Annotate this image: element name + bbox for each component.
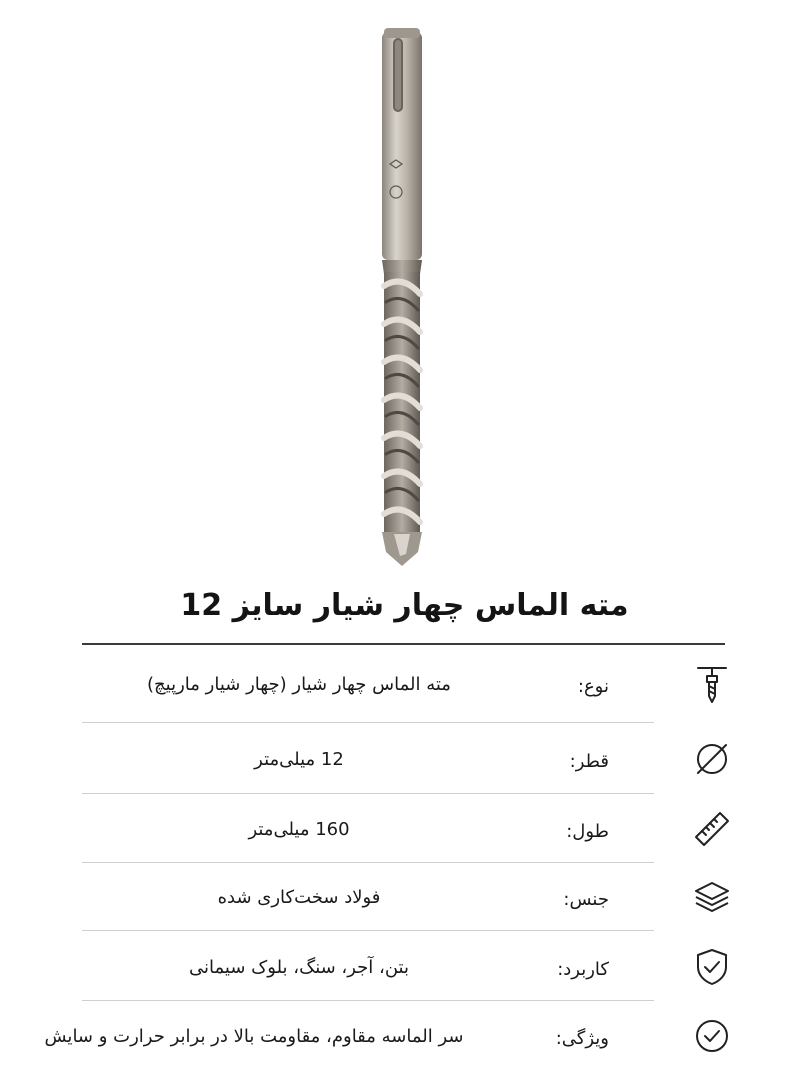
row-divider — [82, 722, 654, 723]
diameter-icon — [690, 737, 734, 781]
product-title: مته الماس چهار شیار سایز 12 — [180, 588, 629, 623]
spec-value: فولاد سخت‌کاری شده — [217, 887, 381, 908]
spec-row-length — [0, 795, 809, 865]
spec-value: 160 میلی‌متر — [248, 819, 350, 840]
layers-icon — [690, 875, 734, 919]
shield-check-icon — [690, 945, 734, 989]
spec-row-type — [0, 650, 809, 720]
spec-value: سر الماسه مقاوم، مقاومت بالا در برابر حرارت و سایش — [44, 1026, 464, 1047]
row-divider — [82, 1000, 654, 1001]
check-circle-icon — [690, 1014, 734, 1058]
spec-value: 12 میلی‌متر — [254, 749, 344, 770]
spec-value: بتن، آجر، سنگ، بلوک سیمانی — [189, 957, 409, 978]
spec-row-feature — [0, 1002, 809, 1072]
title-divider — [82, 643, 725, 645]
spec-row-material — [0, 864, 809, 934]
drill-bit-image — [360, 24, 450, 570]
spec-label: قطر: — [569, 751, 609, 772]
spec-label: جنس: — [563, 889, 609, 910]
spec-label: کاربرد: — [557, 959, 609, 980]
row-divider — [82, 930, 654, 931]
spec-label: نوع: — [577, 676, 609, 697]
spec-label: طول: — [566, 821, 609, 842]
drill-bit-icon — [690, 662, 734, 706]
spec-row-diameter — [0, 724, 809, 794]
ruler-icon — [690, 807, 734, 851]
row-divider — [82, 793, 654, 794]
spec-label: ویژگی: — [555, 1028, 609, 1049]
row-divider — [82, 862, 654, 863]
spec-value: مته الماس چهار شیار (چهار شیار مارپیچ) — [147, 674, 451, 695]
spec-row-application — [0, 932, 809, 1002]
